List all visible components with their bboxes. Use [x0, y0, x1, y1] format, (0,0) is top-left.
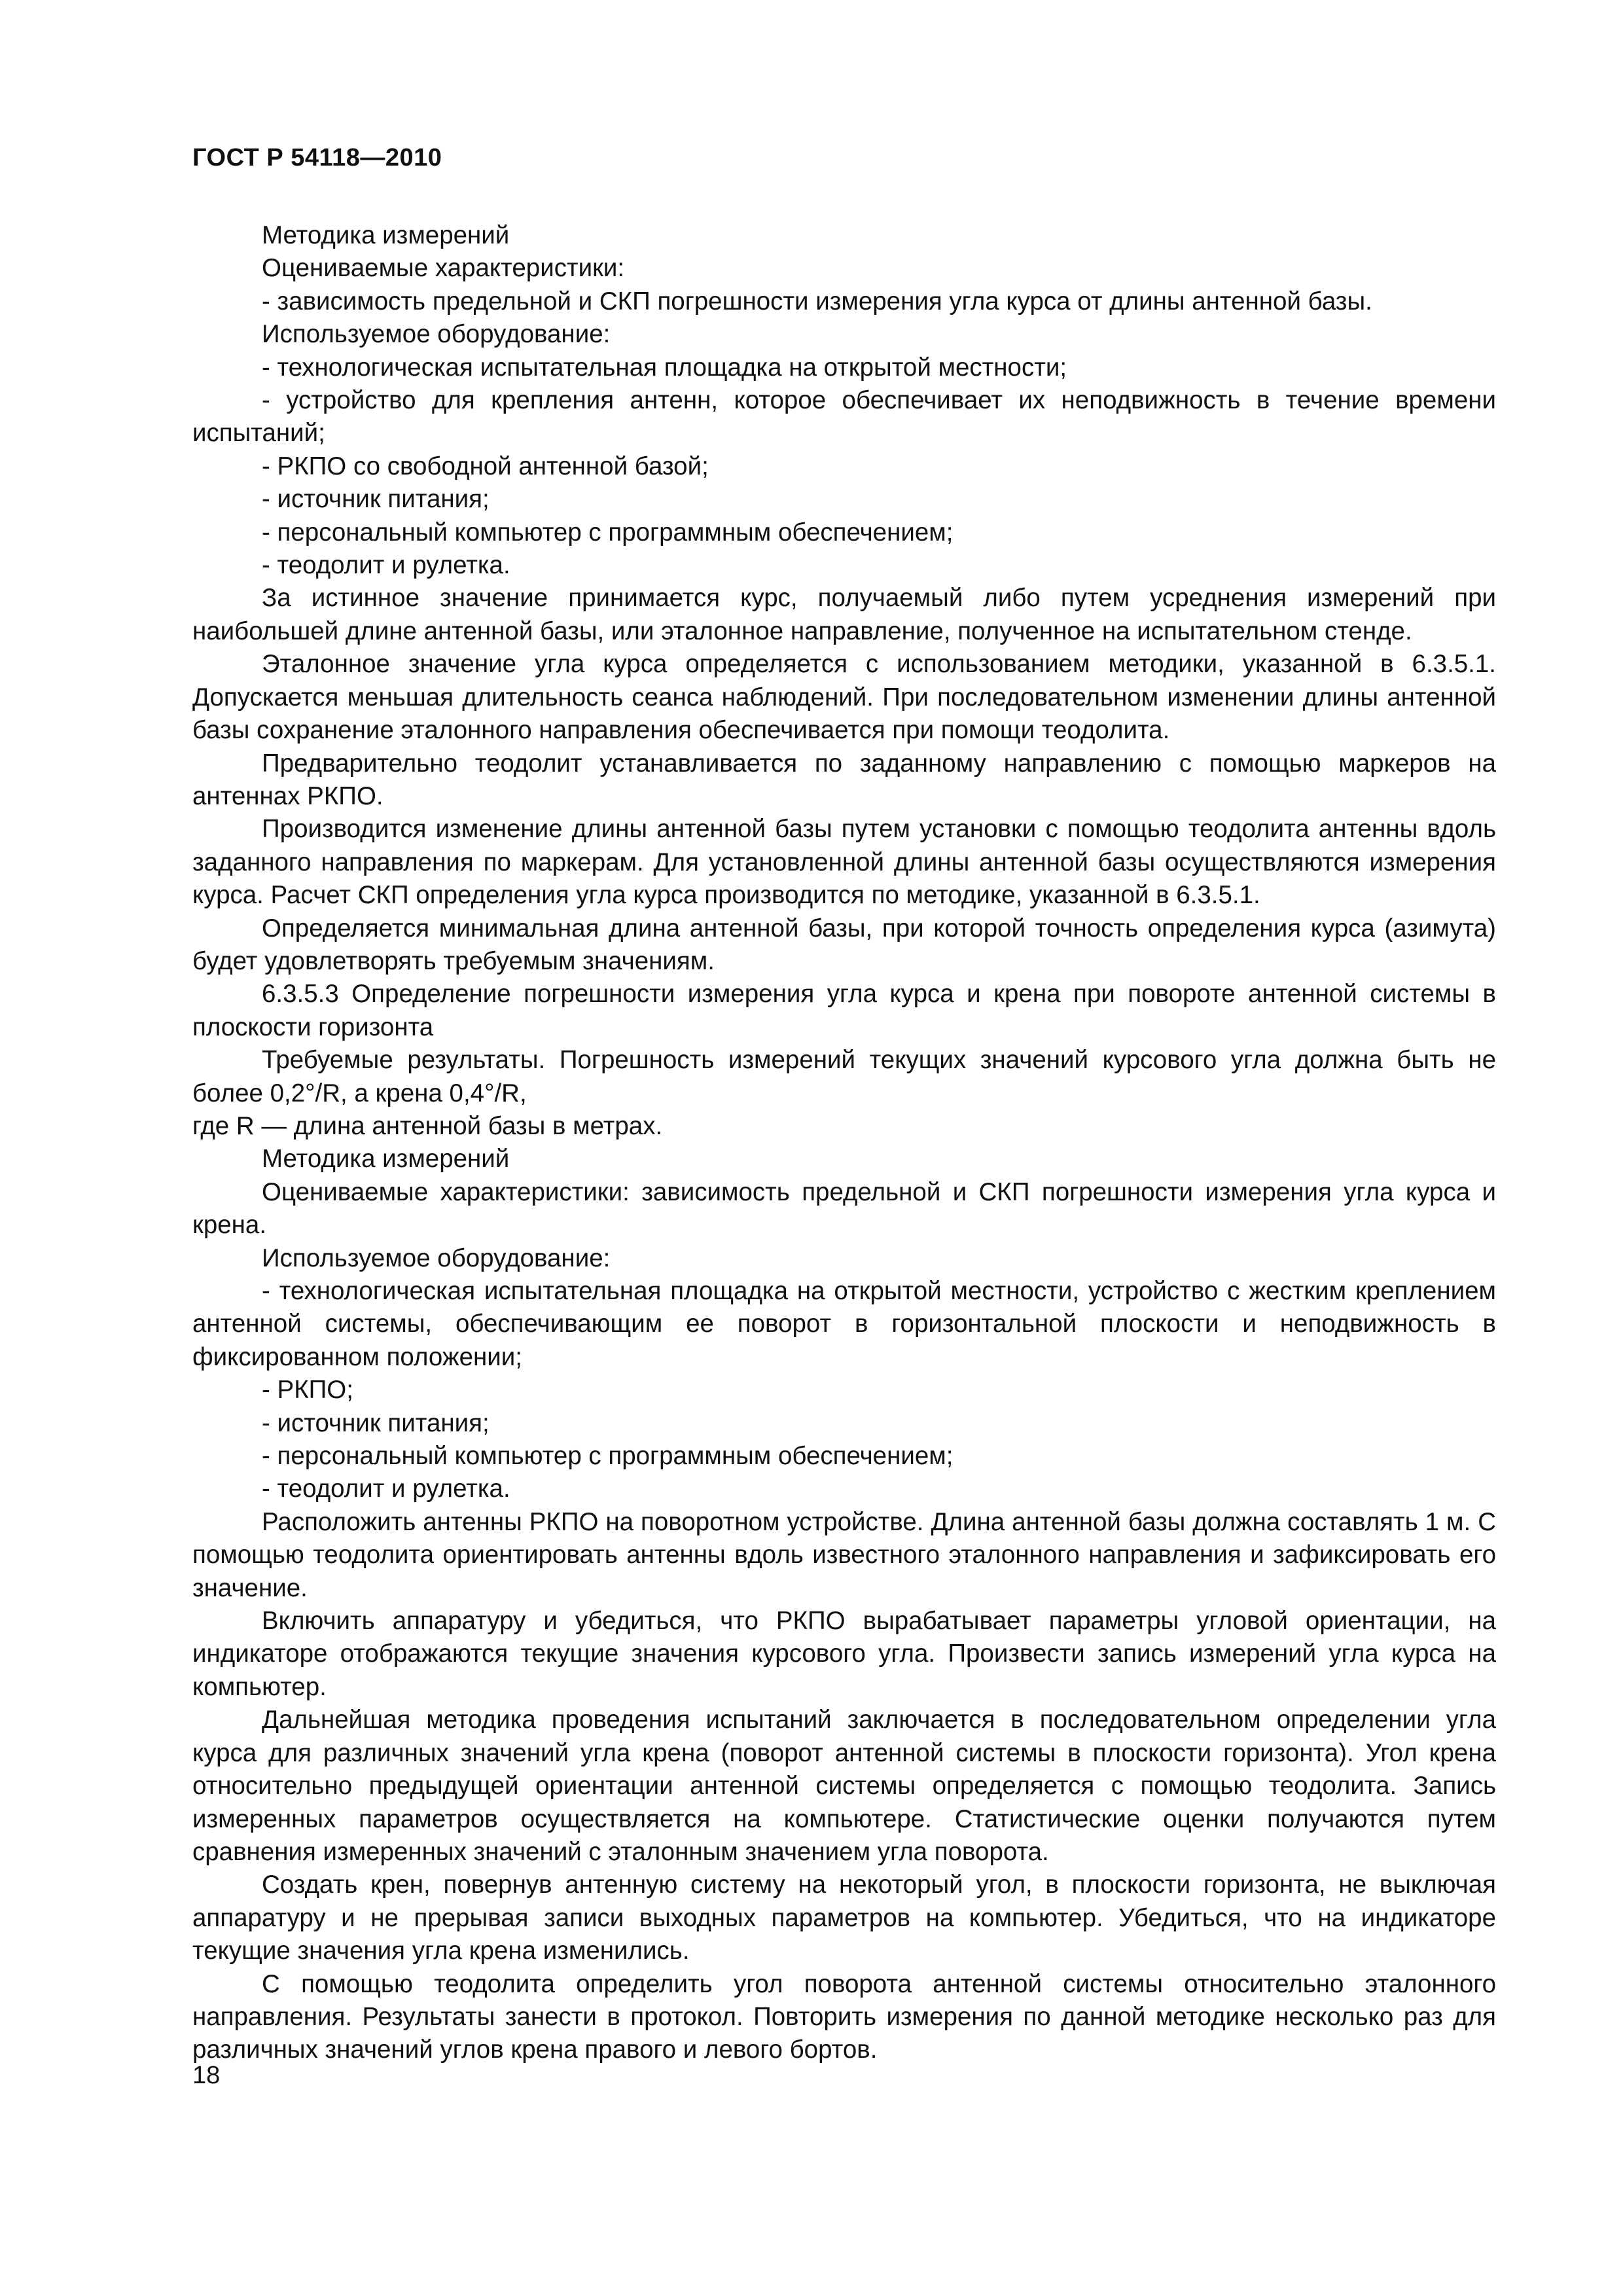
paragraph: Эталонное значение угла курса определяется с использованием методики, указанной в 6.3.5.1. Допускается меньшая длительность сеанса наблюдений. При последовательном изменении длины антенной базы сохранение эталонного направления обеспечивается при помощи теодолита.	[192, 650, 1496, 745]
paragraph: Включить аппаратуру и убедиться, что РКПО вырабатывает параметры угловой ориентации, на индикаторе отображаются текущие значения курсового угла. Произвести запись измерений угла курса на компьютер.	[192, 1607, 1496, 1701]
paragraph: Оцениваемые характеристики: зависимость предельной и СКП погрешности измерения угла курса и крена.	[192, 1177, 1496, 1240]
paragraph: - устройство для крепления антенн, которое обеспечивает их неподвижность в течение времени испытаний;	[192, 386, 1496, 448]
paragraph: С помощью теодолита определить угол поворота антенной системы относительно эталонного направления. Результаты занести в протокол. Повторить измерения по данной методике несколько раз для различных значений углов крена правого и левого бортов.	[192, 1969, 1496, 2064]
paragraph: - РКПО со свободной антенной базой;	[262, 452, 709, 480]
paragraph: За истинное значение принимается курс, получаемый либо путем усреднения измерений при наибольшей длине антенной базы, или эталонное направление, полученное на испытательном стенде.	[192, 584, 1496, 645]
paragraph: Расположить антенны РКПО на поворотном устройстве. Длина антенной базы должна составлять 1 м. С помощью теодолита ориентировать антенны вдоль известного эталонного направления и зафиксировать его значение.	[192, 1507, 1496, 1602]
paragraph: Предварительно теодолит устанавливается по заданному направлению с помощью маркеров на антеннах РКПО.	[192, 749, 1496, 810]
paragraph: - зависимость предельной и СКП погрешности измерения угла курса от длины антенной базы.	[262, 287, 1372, 315]
paragraph: - теодолит и рулетка.	[262, 1475, 510, 1503]
paragraph: Используемое оборудование:	[262, 320, 611, 349]
paragraph: - теодолит и рулетка.	[262, 551, 510, 580]
paragraph: Определяется минимальная длина антенной базы, при которой точность определения курса (азимута) будет удовлетворять требуемым значениям.	[192, 914, 1496, 975]
paragraph: Производится изменение длины антенной базы путем установки с помощью теодолита антенны вдоль заданного направления по маркерам. Для установленной длины антенной базы осуществляются измерения курса. Расчет СКП определения угла курса производится по методике, указанной в 6.3.5.1.	[192, 815, 1496, 910]
paragraph: Дальнейшая методика проведения испытаний заключается в последовательном определении угла курса для различных значений угла крена (поворот антенной системы в плоскости горизонта). Угол крена относительно предыдущей ориентации антенной системы определяется с помощью теодолита. Запись измеренных параметров осуществляется на компьютере. Статистические оценки получаются путем сравнения измеренных значений с эталонным значением угла поворота.	[192, 1706, 1496, 1866]
document-number-header: ГОСТ Р 54118—2010	[192, 144, 442, 171]
paragraph: 6.3.5.3 Определение погрешности измерения угла курса и крена при повороте антенной системы в плоскости горизонта	[192, 980, 1496, 1041]
paragraph: Оцениваемые характеристики:	[262, 254, 625, 283]
body-text	[192, 219, 1496, 2067]
paragraph: Методика измерений	[262, 1145, 510, 1174]
paragraph: Методика измерений	[262, 221, 510, 249]
paragraph: Требуемые результаты. Погрешность измерений текущих значений курсового угла должна быть не более 0,2°/R, а крена 0,4°/R,	[192, 1046, 1496, 1107]
paragraph: - персональный компьютер с программным обеспечением;	[262, 1442, 954, 1471]
paragraph: Используемое оборудование:	[262, 1244, 611, 1272]
paragraph: - технологическая испытательная площадка на открытой местности;	[262, 353, 1067, 382]
paragraph: - технологическая испытательная площадка на открытой местности, устройство с жестким креплением антенной системы, обеспечивающим ее поворот в горизонтальной плоскости и неподвижность в фиксированном положении;	[192, 1277, 1496, 1371]
paragraph: - персональный компьютер с программным обеспечением;	[262, 518, 954, 547]
paragraph: - РКПО;	[262, 1376, 353, 1405]
paragraph: Создать крен, повернув антенную систему на некоторый угол, в плоскости горизонта, не выключая аппаратуру и не прерывая записи выходных параметров на компьютер. Убедиться, что на индикаторе текущие значения угла крена изменились.	[192, 1871, 1496, 1965]
paragraph: - источник питания;	[262, 1408, 490, 1437]
paragraph: где R — длина антенной базы в метрах.	[192, 1111, 663, 1140]
page-number: 18	[192, 2062, 221, 2089]
paragraph: - источник питания;	[262, 485, 490, 514]
